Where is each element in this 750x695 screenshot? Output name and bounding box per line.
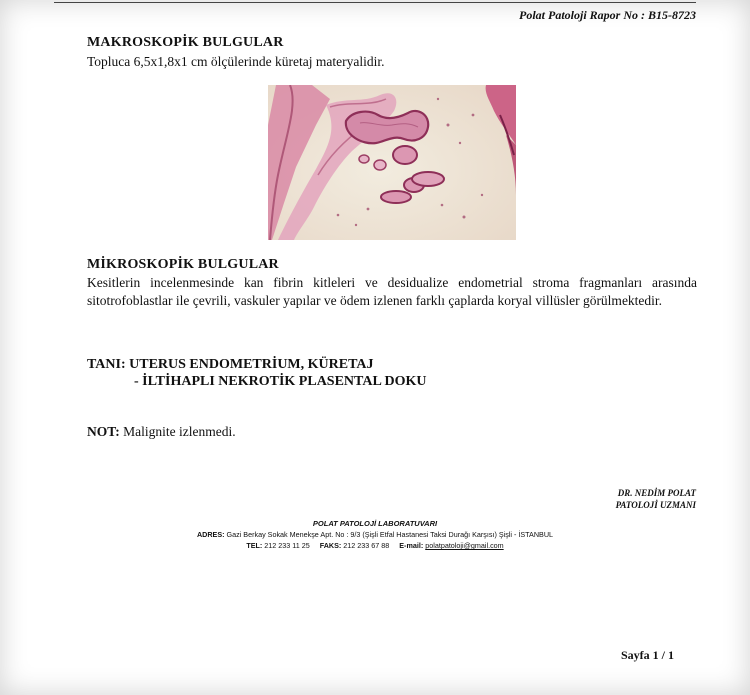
signature-block <box>616 487 696 511</box>
diagnosis-line-1 <box>87 357 374 373</box>
footer-tel: 212 233 11 25 <box>262 541 310 550</box>
signature-title: PATOLOJİ UZMANI <box>615 500 696 510</box>
top-rule <box>54 2 696 3</box>
footer-tel-label: TEL: <box>246 541 263 550</box>
villus-small-1 <box>393 146 417 164</box>
macroscopic-text: Topluca 6,5x1,8x1 cm ölçülerinde küretaj materyalidir. <box>87 54 385 69</box>
microscopic-text: Kesitlerin incelenmesinde kan fibrin kitleleri ve desidualize endometrial stroma fragmanları arasında sitotrofoblastlar ile çevrili, vaskuler yapılar ve ödem izlenen farklı çaplarda koryal villüsler görülmektedir. <box>87 275 697 308</box>
villus-small-3 <box>381 191 411 203</box>
diagnosis-text-2: - İLTİHAPLI NEKROTİK PLASENTAL DOKU <box>134 374 427 389</box>
footer-fax: 212 233 67 88 <box>341 541 390 550</box>
microscopic-title: MİKROSKOPİK BULGULAR <box>87 257 279 272</box>
note <box>87 424 236 440</box>
report-number: Polat Patoloji Rapor No : B15-8723 <box>519 8 696 22</box>
footer-address: Gazi Berkay Sokak Menekşe Apt. No : 9/3 (Şişli Etfal Hastanesi Taksi Durağı Karşısı) Şişli - İSTANBUL <box>224 530 554 539</box>
signature-name: DR. NEDİM POLAT <box>617 488 696 498</box>
page-number: Sayfa 1 / 1 <box>620 648 674 662</box>
micrograph-image <box>268 85 516 240</box>
footer-address-label: ADRES: <box>196 530 225 539</box>
diagnosis-label: TANI <box>87 357 121 372</box>
macroscopic-title: MAKROSKOPİK BULGULAR <box>87 35 284 50</box>
footer-email-link[interactable]: polatpatoloji@gmail.com <box>425 541 504 550</box>
footer-fax-label: FAKS: <box>319 541 342 550</box>
footer <box>40 518 710 551</box>
footer-contact-line <box>40 540 710 551</box>
micrograph-svg <box>268 85 516 240</box>
diagnosis-text-1: : UTERUS ENDOMETRİUM, KÜRETAJ <box>120 357 374 372</box>
note-label: NOT: <box>87 424 120 439</box>
note-text: Malignite izlenmedi. <box>119 424 236 439</box>
footer-lab-name: POLAT PATOLOJİ LABORATUVARI <box>312 519 438 528</box>
footer-email-label: E-mail: <box>399 541 424 550</box>
footer-address-line <box>40 529 710 540</box>
villus-small-4 <box>412 172 444 186</box>
